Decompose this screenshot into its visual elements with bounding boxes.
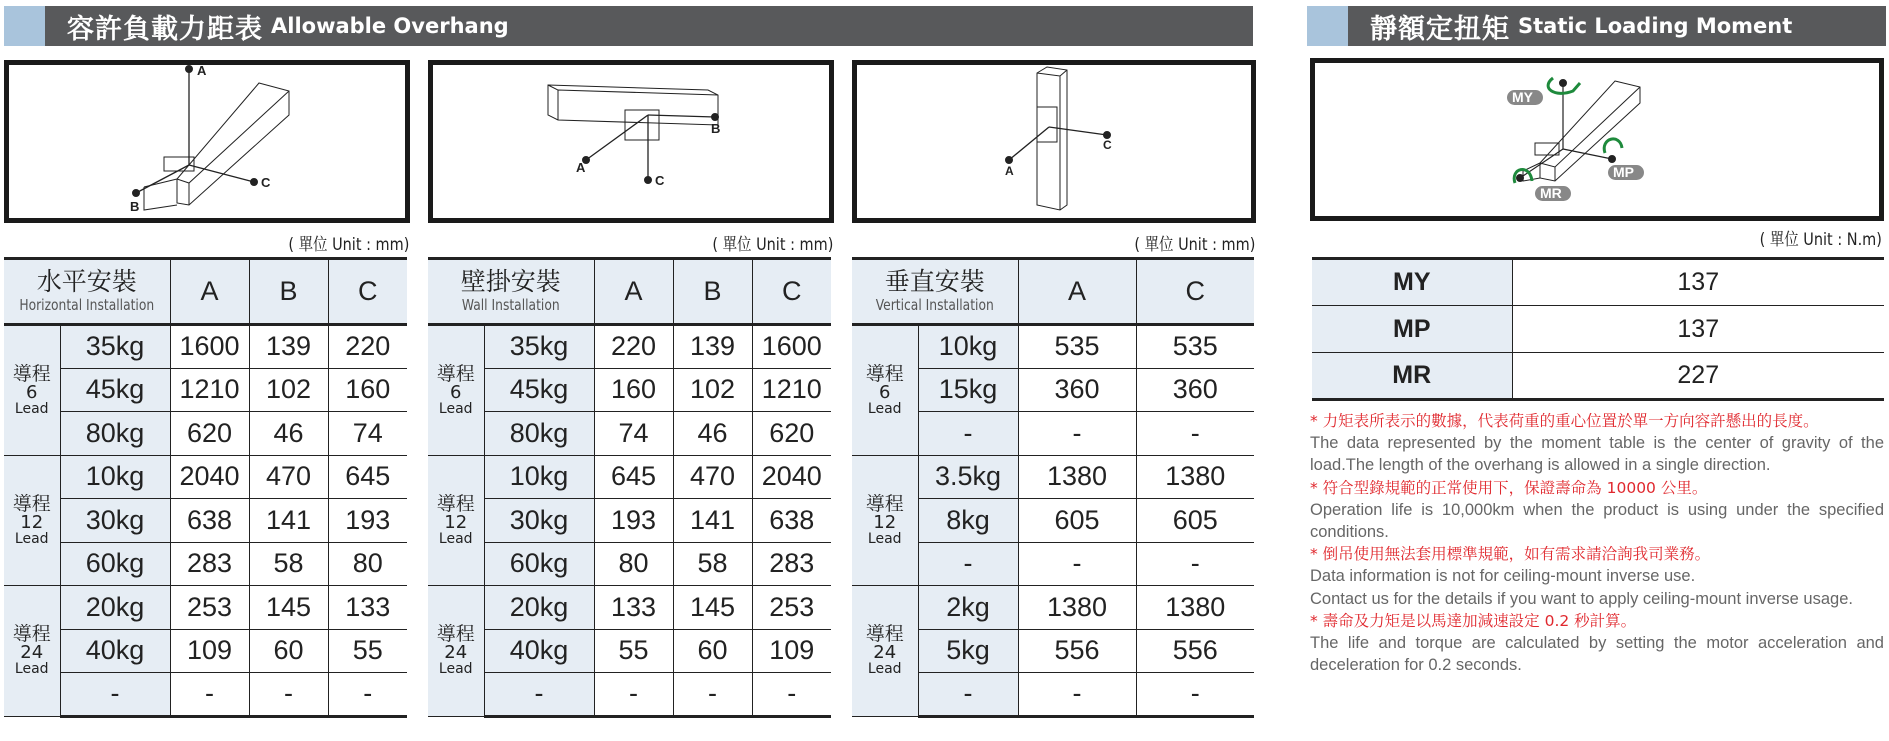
moment-label: MP [1312,306,1512,353]
lead-label-zh: 導程 [12,362,51,385]
overhang-value-cell: - [594,673,673,717]
overhang-value-cell: 60 [673,629,752,673]
wall-installation-diagram [428,60,834,223]
moment-label: MY [1312,259,1512,306]
moment-row [1312,353,1884,400]
installation-title-zh: 壁掛安裝 [460,267,561,297]
overhang-value-cell: 160 [328,368,407,412]
overhang-value-cell: 102 [249,368,328,412]
overhang-value-cell: 58 [673,542,752,586]
column-header-c: C [1136,259,1254,325]
load-cell: - [60,673,170,717]
overhang-value-cell: 55 [328,629,407,673]
load-cell: 60kg [484,542,594,586]
overhang-value-cell: 193 [328,499,407,543]
overhang-value-cell: 60 [249,629,328,673]
overhang-value-cell: 645 [328,455,407,499]
label-b: B [130,199,140,214]
load-cell: 5kg [918,629,1018,673]
load-cell: 3.5kg [918,455,1018,499]
lead-value: 24 [20,642,44,664]
moment-title-en: Static Loading Moment [1518,14,1793,38]
lead-value: 12 [20,511,44,533]
moment-value: 227 [1512,353,1884,400]
overhang-value-cell: 470 [249,455,328,499]
lead-label-zh: 導程 [436,492,475,515]
overhang-value-cell: - [673,673,752,717]
note-en: The life and torque are calculated by setting the motor acceleration and deceleration for 0.2 seconds. [1310,634,1884,675]
notes [1310,410,1884,676]
overhang-value-cell: 141 [673,499,752,543]
vertical-installation-diagram [852,60,1256,223]
lead-cell [428,586,484,717]
overhang-value-cell: 1210 [752,368,831,412]
overhang-value-cell: 80 [594,542,673,586]
table-row [4,586,407,630]
load-cell: 2kg [918,586,1018,630]
unit-label: ( 單位 Unit : mm) [712,235,833,255]
static-moment-diagram [1310,58,1884,221]
overhang-value-cell: 141 [249,499,328,543]
load-cell: 10kg [918,325,1018,369]
column-header-c: C [328,259,407,325]
overhang-value-cell: - [752,673,831,717]
moment-label: MR [1312,353,1512,400]
label-a: A [1005,164,1014,178]
horizontal-overhang-table [4,257,407,718]
lead-cell [4,325,60,456]
table-row [428,455,831,499]
lead-label-zh: 導程 [436,362,475,385]
table-row [428,629,831,673]
overhang-value-cell: 46 [673,412,752,456]
lead-cell [428,325,484,456]
header-accent [1307,6,1348,46]
overhang-value-cell: 638 [170,499,249,543]
overhang-value-cell: 1380 [1136,586,1254,630]
load-cell: - [918,542,1018,586]
column-header-c: C [752,259,831,325]
load-cell: 10kg [484,455,594,499]
table-row [428,368,831,412]
installation-type-header [4,259,170,325]
overhang-value-cell: 1380 [1018,455,1136,499]
overhang-value-cell: 556 [1018,629,1136,673]
overhang-value-cell: 133 [594,586,673,630]
overhang-value-cell: 1380 [1018,586,1136,630]
overhang-value-cell: 535 [1136,325,1254,369]
label-mp: MP [1613,164,1634,180]
load-cell: 60kg [60,542,170,586]
table-row [4,325,407,369]
lead-label-en: Lead [14,400,49,417]
table-row [428,412,831,456]
lead-label-zh: 導程 [865,492,904,515]
table-row [4,412,407,456]
overhang-value-cell: 638 [752,499,831,543]
overhang-value-cell: 80 [328,542,407,586]
note-en: Data information is not for ceiling-mount inverse use. [1310,567,1696,586]
table-row [4,368,407,412]
load-cell: 45kg [60,368,170,412]
lead-label-zh: 導程 [436,623,475,646]
overhang-value-cell: 74 [594,412,673,456]
load-cell: 20kg [60,586,170,630]
table-row [428,499,831,543]
overhang-value-cell: - [249,673,328,717]
load-cell: - [918,412,1018,456]
overhang-title-zh: 容許負載力距表 [67,13,263,45]
lead-value: 24 [444,642,468,664]
load-cell: - [484,673,594,717]
overhang-value-cell: 160 [594,368,673,412]
overhang-value-cell: 645 [594,455,673,499]
overhang-value-cell: 145 [673,586,752,630]
overhang-value-cell: 253 [752,586,831,630]
moment-row [1312,306,1884,353]
table-row [852,586,1254,630]
label-my: MY [1512,89,1533,105]
moment-title-zh: 靜額定扭矩 [1370,13,1510,45]
overhang-value-cell: 220 [594,325,673,369]
table-header-row [4,259,407,325]
overhang-value-cell: - [1136,542,1254,586]
overhang-value-cell: 139 [673,325,752,369]
note-en: Operation life is 10,000km when the product is using under the specified conditions. [1310,500,1884,542]
label-c: C [1103,138,1112,152]
table-header-row [852,259,1254,325]
overhang-title-en: Allowable Overhang [271,14,509,38]
table-row [4,455,407,499]
label-a: A [576,160,586,175]
lead-cell [4,455,60,586]
overhang-value-cell: 46 [249,412,328,456]
overhang-value-cell: 605 [1018,499,1136,543]
lead-label-zh: 導程 [12,492,51,515]
wall-overhang-table [428,257,831,718]
overhang-value-cell: 2040 [170,455,249,499]
label-a: A [197,65,207,78]
table-row [852,325,1254,369]
lead-cell [4,586,60,717]
table-row [4,673,407,717]
lead-value: 12 [444,511,468,533]
overhang-value-cell: 283 [752,542,831,586]
lead-label-zh: 導程 [865,362,904,385]
overhang-value-cell: 620 [752,412,831,456]
load-cell: 15kg [918,368,1018,412]
overhang-value-cell: 139 [249,325,328,369]
load-cell: 20kg [484,586,594,630]
overhang-value-cell: 1380 [1136,455,1254,499]
installation-title-en: Horizontal Installation [19,295,155,314]
lead-value: 24 [873,642,897,664]
overhang-value-cell: 620 [170,412,249,456]
load-cell: 45kg [484,368,594,412]
overhang-value-cell: 360 [1018,368,1136,412]
table-row [4,629,407,673]
overhang-value-cell: 283 [170,542,249,586]
table-row [4,499,407,543]
moment-row [1312,259,1884,306]
installation-type-header [428,259,594,325]
lead-label-en: Lead [867,661,902,678]
label-c: C [655,173,665,188]
overhang-value-cell: - [1018,412,1136,456]
overhang-value-cell: 360 [1136,368,1254,412]
overhang-value-cell: - [170,673,249,717]
lead-cell [852,586,918,717]
label-c: C [261,175,271,190]
overhang-value-cell: 102 [673,368,752,412]
lead-value: 6 [26,381,38,403]
lead-cell [852,325,918,456]
column-header-a: A [594,259,673,325]
overhang-value-cell: 109 [170,629,249,673]
overhang-value-cell: 74 [328,412,407,456]
overhang-value-cell: 253 [170,586,249,630]
overhang-value-cell: 55 [594,629,673,673]
overhang-value-cell: 2040 [752,455,831,499]
table-row [852,455,1254,499]
overhang-value-cell: 1600 [752,325,831,369]
lead-label-en: Lead [438,530,473,547]
overhang-value-cell: 133 [328,586,407,630]
table-row [4,542,407,586]
note-zh: * 壽命及力矩是以馬達加減速設定 0.2 秒計算。 [1310,611,1637,630]
load-cell: 80kg [60,412,170,456]
moment-value: 137 [1512,306,1884,353]
load-cell: 35kg [484,325,594,369]
load-cell: 30kg [484,499,594,543]
note-en: Contact us for the details if you want to apply ceiling-mount inverse usage. [1310,589,1853,608]
table-header-row [428,259,831,325]
table-row [428,586,831,630]
overhang-section-header [4,6,1253,46]
overhang-value-cell: 1210 [170,368,249,412]
lead-cell [428,455,484,586]
lead-label-zh: 導程 [12,623,51,646]
overhang-value-cell: 605 [1136,499,1254,543]
load-cell: 10kg [60,455,170,499]
installation-title-zh: 垂直安裝 [884,267,985,297]
lead-label-zh: 導程 [865,623,904,646]
lead-value: 6 [450,381,462,403]
column-header-a: A [170,259,249,325]
moment-section-header [1307,6,1886,46]
unit-label-moment: ( 單位 Unit : N.m) [1759,230,1882,250]
overhang-value-cell: 145 [249,586,328,630]
lead-label-en: Lead [14,530,49,547]
load-cell: 30kg [60,499,170,543]
column-header-b: B [673,259,752,325]
load-cell: 80kg [484,412,594,456]
lead-value: 12 [873,511,897,533]
load-cell: 8kg [918,499,1018,543]
lead-label-en: Lead [438,400,473,417]
overhang-value-cell: - [1018,673,1136,717]
lead-cell [852,455,918,586]
note-en: The data represented by the moment table is the center of gravity of the load.The length of the overhang is allowed in a single direction. [1310,434,1884,475]
overhang-value-cell: - [1136,673,1254,717]
installation-title-en: Vertical Installation [875,295,994,314]
overhang-value-cell: 220 [328,325,407,369]
column-header-b: B [249,259,328,325]
installation-title-en: Wall Installation [461,295,560,314]
overhang-value-cell: - [328,673,407,717]
header-accent [4,6,45,46]
label-mr: MR [1540,185,1562,201]
installation-title-zh: 水平安裝 [36,267,137,297]
static-moment-table [1312,257,1884,401]
note-zh: * 倒吊使用無法套用標準規範，如有需求請洽詢我司業務。 [1310,545,1711,564]
label-b: B [711,121,721,136]
lead-value: 6 [879,381,891,403]
overhang-value-cell: - [1136,412,1254,456]
installation-type-header [852,259,1018,325]
overhang-value-cell: 193 [594,499,673,543]
load-cell: 40kg [60,629,170,673]
overhang-value-cell: - [1018,542,1136,586]
note-zh: * 符合型錄規範的正常使用下，保證壽命為 10000 公里。 [1310,478,1708,497]
load-cell: 35kg [60,325,170,369]
table-row [428,542,831,586]
column-header-a: A [1018,259,1136,325]
unit-label: ( 單位 Unit : mm) [288,235,409,255]
unit-label: ( 單位 Unit : mm) [1134,235,1255,255]
horizontal-installation-diagram [4,60,410,223]
lead-label-en: Lead [867,530,902,547]
lead-label-en: Lead [14,661,49,678]
moment-value: 137 [1512,259,1884,306]
note-zh: * 力矩表所表示的數據，代表荷重的重心位置於單一方向容許懸出的長度。 [1310,412,1819,430]
overhang-value-cell: 58 [249,542,328,586]
overhang-value-cell: 109 [752,629,831,673]
table-row [428,325,831,369]
overhang-value-cell: 470 [673,455,752,499]
load-cell: - [918,673,1018,717]
lead-label-en: Lead [438,661,473,678]
table-row [428,673,831,717]
lead-label-en: Lead [867,400,902,417]
overhang-value-cell: 535 [1018,325,1136,369]
load-cell: 40kg [484,629,594,673]
vertical-overhang-table [852,257,1254,718]
overhang-value-cell: 556 [1136,629,1254,673]
overhang-value-cell: 1600 [170,325,249,369]
